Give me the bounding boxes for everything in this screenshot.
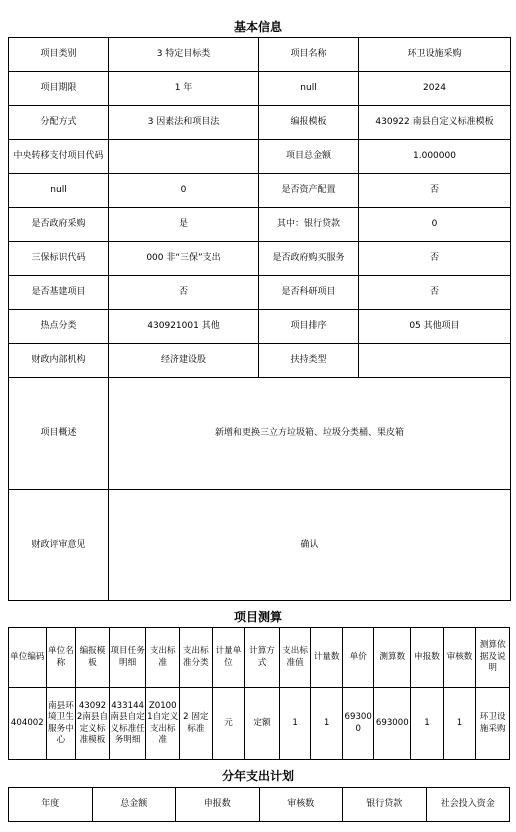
annual-plan-table (8, 787, 510, 822)
calc-data-cell: 环卫设施采购 (476, 688, 510, 760)
info-label: 项目名称 (259, 38, 359, 72)
calc-header-cell: 申报数 (411, 628, 444, 688)
info-value: 05 其他项目 (359, 310, 511, 344)
info-row (9, 72, 511, 106)
info-value: 否 (359, 242, 511, 276)
calc-header-cell: 计算方式 (245, 628, 280, 688)
calc-header-cell: 测算依据及说明 (476, 628, 510, 688)
info-row (9, 106, 511, 140)
calc-header-cell: 单位编码 (9, 628, 47, 688)
calc-data-cell: 430922南县自定义标准模板 (76, 688, 110, 760)
info-label: 编报模板 (259, 106, 359, 140)
info-value: 否 (109, 276, 259, 310)
plan-header-cell: 总金额 (92, 788, 176, 822)
info-label: 分配方式 (9, 106, 109, 140)
calc-header-cell: 支出标准值 (279, 628, 311, 688)
calc-header-cell: 支出标准分类 (180, 628, 213, 688)
info-label: 热点分类 (9, 310, 109, 344)
opinion-value: 确认 (109, 490, 511, 601)
calc-data-cell: 693000 (342, 688, 374, 760)
info-value (109, 140, 259, 174)
info-label: 是否资产配置 (259, 174, 359, 208)
info-row (9, 310, 511, 344)
info-value: 3 因素法和项目法 (109, 106, 259, 140)
opinion-label: 财政评审意见 (9, 490, 109, 601)
plan-header-cell: 申报数 (176, 788, 260, 822)
overview-value: 新增和更换三立方垃圾箱、垃圾分类桶、果皮箱 (109, 378, 511, 490)
info-label: null (259, 72, 359, 106)
info-row (9, 242, 511, 276)
info-value: 0 (359, 208, 511, 242)
calc-header-cell: 审核数 (443, 628, 476, 688)
calc-header-cell: 单价 (342, 628, 374, 688)
info-value: 1.000000 (359, 140, 511, 174)
info-value: 1 年 (109, 72, 259, 106)
info-value: 是 (109, 208, 259, 242)
info-row (9, 38, 511, 72)
basic-info-title: 基本信息 (233, 20, 282, 34)
info-value (359, 344, 511, 378)
calc-data-cell: 定额 (245, 688, 280, 760)
info-value: 3 特定目标类 (109, 38, 259, 72)
info-row (9, 276, 511, 310)
calc-header-cell: 支出标准 (146, 628, 180, 688)
info-value: 环卫设施采购 (359, 38, 511, 72)
calc-data-cell: 1 (411, 688, 444, 760)
plan-header-cell: 审核数 (259, 788, 343, 822)
info-value: 否 (359, 276, 511, 310)
info-label: 三保标识代码 (9, 242, 109, 276)
calculation-title: 项目测算 (233, 610, 282, 624)
plan-header-cell: 银行贷款 (343, 788, 427, 822)
info-label: 中央转移支付项目代码 (9, 140, 109, 174)
overview-label: 项目概述 (9, 378, 109, 490)
info-row (9, 344, 511, 378)
calc-data-cell: 1 (443, 688, 476, 760)
info-label: 项目期限 (9, 72, 109, 106)
info-label: 其中：银行贷款 (259, 208, 359, 242)
calc-data-cell: 南县环境卫生服务中心 (46, 688, 76, 760)
basic-info-table (8, 37, 511, 601)
calc-header-cell: 项目任务明细 (109, 628, 146, 688)
calc-data-cell: 2 固定标准 (180, 688, 213, 760)
info-value: 430922 南县自定义标准模板 (359, 106, 511, 140)
plan-header-cell: 年度 (9, 788, 93, 822)
info-label: 项目总金额 (259, 140, 359, 174)
info-row (9, 208, 511, 242)
info-value: 2024 (359, 72, 511, 106)
annual-plan-title: 分年支出计划 (221, 769, 294, 783)
info-label: null (9, 174, 109, 208)
info-value: 经济建设股 (109, 344, 259, 378)
info-row (9, 174, 511, 208)
calc-header-cell: 编报模板 (76, 628, 110, 688)
info-label: 是否科研项目 (259, 276, 359, 310)
calculation-table (8, 627, 510, 760)
calc-header-cell: 计量单位 (212, 628, 245, 688)
info-label: 是否政府购买服务 (259, 242, 359, 276)
info-label: 项目类别 (9, 38, 109, 72)
info-label: 扶持类型 (259, 344, 359, 378)
calc-data-cell: 404002 (9, 688, 47, 760)
plan-header-cell: 社会投入资金 (426, 788, 510, 822)
info-row (9, 140, 511, 174)
calc-header-cell: 单位名称 (46, 628, 76, 688)
calc-header-cell: 测算数 (374, 628, 411, 688)
info-value: 0 (109, 174, 259, 208)
info-value: 否 (359, 174, 511, 208)
info-label: 是否基建项目 (9, 276, 109, 310)
calc-data-cell: Z01001自定义支出标准 (146, 688, 180, 760)
info-label: 财政内部机构 (9, 344, 109, 378)
info-label: 是否政府采购 (9, 208, 109, 242)
calc-data-cell: 元 (212, 688, 245, 760)
calc-data-cell: 433144南县自定义标准任务明细 (109, 688, 146, 760)
info-value: 430921001 其他 (109, 310, 259, 344)
calc-data-cell: 1 (311, 688, 343, 760)
calc-data-cell: 1 (279, 688, 311, 760)
info-value: 000 非“三保”支出 (109, 242, 259, 276)
calc-data-cell: 693000 (374, 688, 411, 760)
calc-header-cell: 计量数 (311, 628, 343, 688)
info-label: 项目排序 (259, 310, 359, 344)
